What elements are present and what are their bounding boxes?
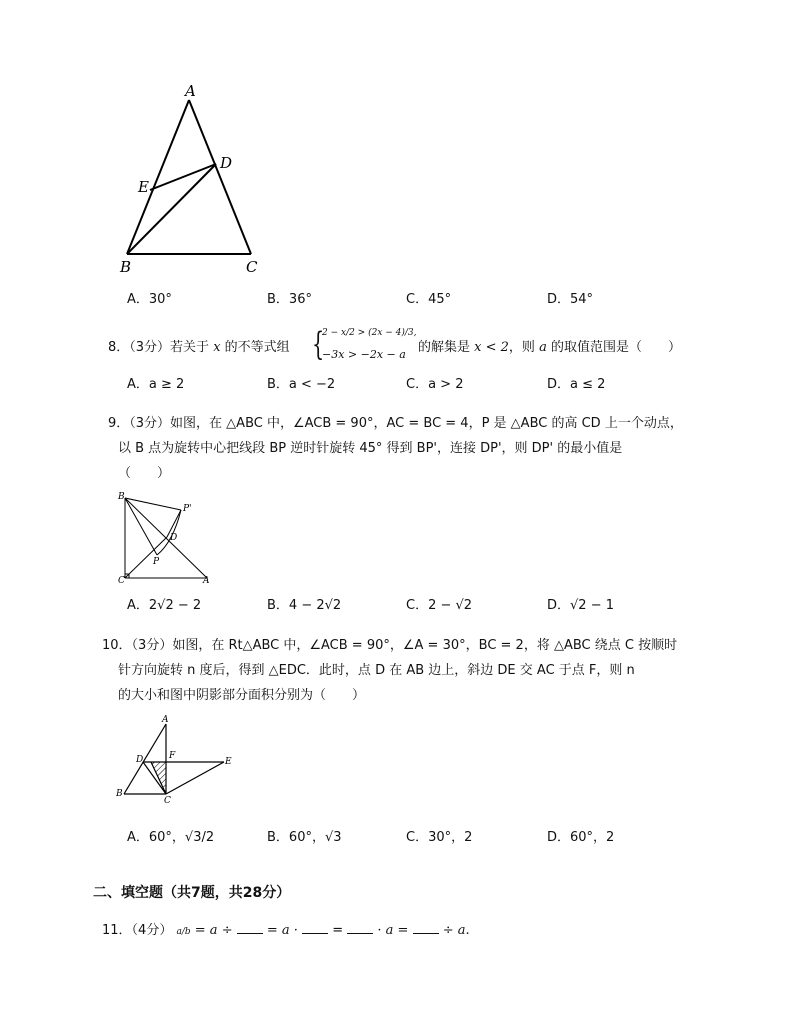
q8-var-x: x (213, 340, 221, 355)
q9-stem-line1: 9．（3分）如图，在 △ABC 中，∠ACB = 90°，AC = BC = 4，P 是 △ABC 的高 CD 上一个动点， (108, 416, 683, 431)
q11-blank-4[interactable] (413, 921, 439, 934)
q8-stem-tail (418, 339, 681, 357)
q9-option-d[interactable]: D．√2 − 1 (547, 598, 614, 613)
q11-stem (102, 921, 470, 941)
q11-blank-3[interactable] (347, 921, 373, 934)
label-q10-A: A (162, 715, 169, 725)
label-A: A (185, 82, 196, 100)
q8-tail: 的解集是 (418, 340, 471, 355)
label-B: B (120, 258, 132, 275)
label-q9-P: P (153, 557, 160, 567)
q11-blank-1[interactable] (237, 921, 263, 934)
q10-option-d[interactable]: D．60°，2 (547, 830, 615, 845)
q11-part2: = a · (266, 923, 298, 938)
q8-stem (108, 339, 290, 357)
label-q10-B: B (116, 789, 123, 799)
q11-part1: = a ÷ (194, 923, 233, 938)
q10-option-a[interactable]: A．60°，√3/2 (127, 830, 215, 845)
label-q9-A: A (203, 576, 210, 585)
q10-stem-line3: 的大小和图中阴影部分面积分别为（ ） (118, 688, 366, 703)
q10-stem-line1: 10．（3分）如图，在 Rt△ABC 中，∠ACB = 90°，∠A = 30°，BC = 2，将 △ABC 绕点 C 按顺时 (102, 638, 678, 653)
q7-option-c[interactable]: C．45° (406, 292, 452, 307)
q11-blank-2[interactable] (302, 921, 328, 934)
figure-q7-triangle (110, 80, 280, 275)
section-2-title: 二、填空题（共7题，共28分） (93, 885, 291, 901)
label-q9-D: D (170, 533, 178, 543)
q7-option-d[interactable]: D．54° (547, 292, 594, 307)
q8-option-b[interactable]: B．a < −2 (267, 377, 336, 392)
q10-option-b[interactable]: B．60°，√3 (267, 830, 342, 845)
q11-fraction: a/b (176, 927, 191, 937)
q8-var-a: a (539, 340, 547, 355)
q9-option-a[interactable]: A．2√2 − 2 (127, 598, 202, 613)
q10-option-c[interactable]: C．30°，2 (406, 830, 473, 845)
label-q9-P2: P' (183, 504, 192, 514)
label-q10-D: D (136, 755, 144, 765)
q7-option-a[interactable]: A．30° (127, 292, 172, 307)
q11-part5: ÷ a. (442, 923, 470, 938)
q11-part4: · a = (377, 923, 409, 938)
q8-inequality-system (312, 326, 417, 366)
q9-stem-line2: 以 B 点为旋转中心把线段 BP 逆时针旋转 45° 得到 BP'，连接 DP'，则 DP' 的最小值是 (118, 441, 623, 456)
q11-part3: = (332, 923, 344, 938)
q8-condition: x < 2 (474, 340, 509, 355)
q10-stem-line2: 针方向旋转 n 度后，得到 △EDC．此时，点 D 在 AB 边上，斜边 DE 交 AC 于点 F，则 n (118, 663, 635, 678)
q8-option-a[interactable]: A．a ≥ 2 (127, 377, 185, 392)
label-q10-C: C (164, 796, 171, 805)
q8-system-line2: −3x > −2x − a (322, 348, 406, 361)
q8-option-c[interactable]: C．a > 2 (406, 377, 464, 392)
label-E: E (138, 178, 149, 196)
label-D: D (220, 154, 233, 172)
q7-option-b[interactable]: B．36° (267, 292, 312, 307)
label-q9-B: B (118, 492, 125, 502)
q9-option-b[interactable]: B．4 − 2√2 (267, 598, 342, 613)
label-q9-C: C (118, 576, 125, 585)
q9-option-c[interactable]: C．2 − √2 (406, 598, 473, 613)
label-q10-F: F (169, 751, 176, 761)
label-q10-E: E (225, 757, 232, 767)
q8-head: 8．（3分）若关于 (108, 340, 210, 355)
q8-tail2: ，则 (508, 340, 535, 355)
q8-option-d[interactable]: D．a ≤ 2 (547, 377, 606, 392)
q8-tail3: 的取值范围是（ ） (550, 340, 681, 355)
q11-head: 11．（4分） (102, 923, 173, 938)
q8-mid: 的不等式组 (224, 340, 290, 355)
figure-q10 (110, 710, 240, 805)
figure-q9 (115, 490, 220, 585)
label-C: C (246, 258, 258, 275)
q9-stem-line3: （ ） (118, 466, 171, 481)
q8-brace: { (312, 325, 325, 363)
q8-system-line1: 2 − x/2 > (2x − 4)/3, (322, 328, 417, 338)
